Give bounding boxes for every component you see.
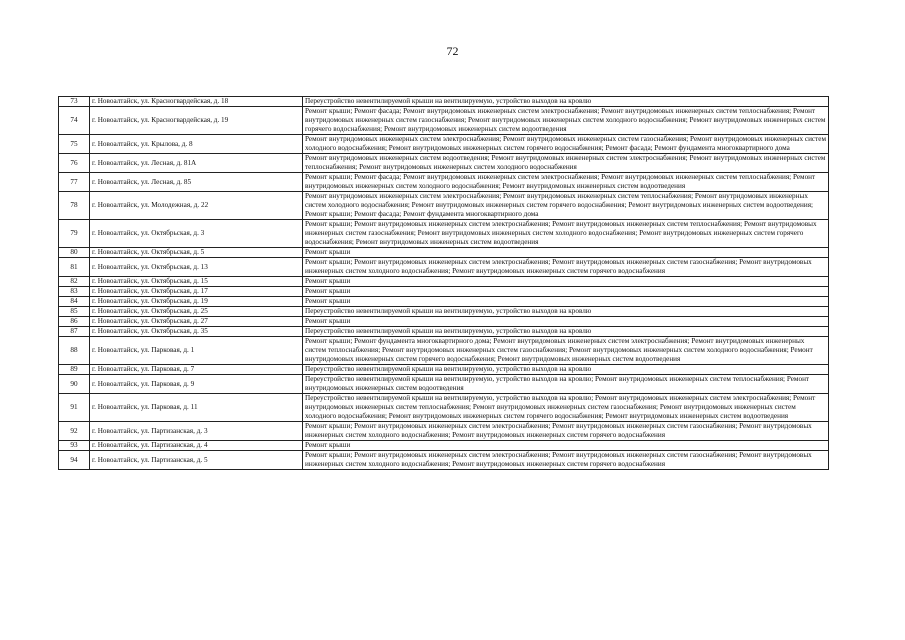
row-number: 83 [59,287,90,297]
table-row [59,248,829,258]
row-address: г. Новоалтайск, ул. Октябрьская, д. 5 [90,248,303,258]
row-works: Ремонт крыши [303,441,829,451]
row-works: Ремонт крыши; Ремонт внутридомовых инженерных систем электроснабжения; Ремонт внутридомовых инженерных систем газоснабжения; Ремонт внутридомовых инженерных систем холодного водоснабжения; Ремонт внутридомовых инженерных систем горячего водоснабжения [303,451,829,470]
row-address: г. Новоалтайск, ул. Красногвардейская, д. 18 [90,97,303,107]
row-number: 88 [59,337,90,365]
row-address: г. Новоалтайск, ул. Лесная, д. 85 [90,173,303,192]
row-number: 89 [59,365,90,375]
row-number: 94 [59,451,90,470]
row-works: Ремонт крыши; Ремонт внутридомовых инженерных систем электроснабжения; Ремонт внутридомовых инженерных систем теплоснабжения; Ремонт внутридомовых инженерных систем газоснабжения; Ремонт внутридомовых инженерных систем холодного водоснабжения; Ремонт внутридомовых инженерных систем горячего водоснабжения; Ремонт внутридомовых инженерных систем водоотведения [303,220,829,248]
row-works: Переустройство невентилируемой крыши на вентилируемую, устройство выходов на кровлю [303,307,829,317]
row-works: Ремонт крыши [303,297,829,307]
row-address: г. Новоалтайск, ул. Парковая, д. 11 [90,394,303,422]
row-number: 81 [59,258,90,277]
row-address: г. Новоалтайск, ул. Октябрьская, д. 27 [90,317,303,327]
row-works: Ремонт крыши; Ремонт внутридомовых инженерных систем электроснабжения; Ремонт внутридомовых инженерных систем газоснабжения; Ремонт внутридомовых инженерных систем холодного водоснабжения; Ремонт внутридомовых инженерных систем горячего водоснабжения [303,422,829,441]
row-address: г. Новоалтайск, ул. Лесная, д. 81А [90,154,303,173]
row-number: 85 [59,307,90,317]
table-row [59,173,829,192]
row-works: Переустройство невентилируемой крыши на вентилируемую, устройство выходов на кровлю; Ремонт внутридомовых инженерных систем электроснабжения; Ремонт внутридомовых инженерных систем теплоснабжения; Ремонт внутридомовых инженерных систем газоснабжения; Ремонт внутридомовых инженерных систем холодного водоснабжения; Ремонт внутридомовых инженерных систем горячего водоснабжения; Ремонт внутридомовых инженерных систем водоотведения [303,394,829,422]
row-number: 86 [59,317,90,327]
table-row [59,307,829,317]
repair-table-body [59,97,829,470]
row-works: Переустройство невентилируемой крыши на вентилируемую, устройство выходов на кровлю [303,365,829,375]
table-row [59,97,829,107]
row-number: 76 [59,154,90,173]
table-row [59,107,829,135]
row-number: 90 [59,375,90,394]
row-address: г. Новоалтайск, ул. Октябрьская, д. 15 [90,277,303,287]
row-number: 78 [59,192,90,220]
row-number: 84 [59,297,90,307]
table-row [59,337,829,365]
row-address: г. Новоалтайск, ул. Октябрьская, д. 35 [90,327,303,337]
row-number: 75 [59,135,90,154]
table-row [59,154,829,173]
row-works: Ремонт крыши; Ремонт фасада; Ремонт внутридомовых инженерных систем электроснабжения; Ремонт внутридомовых инженерных систем теплоснабжения; Ремонт внутридомовых инженерных систем газоснабжения; Ремонт внутридомовых инженерных систем холодного водоснабжения; Ремонт внутридомовых инженерных систем горячего водоснабжения; Ремонт внутридомовых инженерных систем водоотведения [303,107,829,135]
row-number: 74 [59,107,90,135]
table-row [59,277,829,287]
row-address: г. Новоалтайск, ул. Партизанская, д. 3 [90,422,303,441]
row-address: г. Новоалтайск, ул. Партизанская, д. 4 [90,441,303,451]
table-row [59,317,829,327]
row-address: г. Новоалтайск, ул. Парковая, д. 9 [90,375,303,394]
row-works: Ремонт крыши; Ремонт внутридомовых инженерных систем электроснабжения; Ремонт внутридомовых инженерных систем газоснабжения; Ремонт внутридомовых инженерных систем холодного водоснабжения; Ремонт внутридомовых инженерных систем горячего водоснабжения [303,258,829,277]
row-address: г. Новоалтайск, ул. Крылова, д. 8 [90,135,303,154]
table-row [59,422,829,441]
table-row [59,451,829,470]
row-address: г. Новоалтайск, ул. Партизанская, д. 5 [90,451,303,470]
row-number: 82 [59,277,90,287]
row-number: 79 [59,220,90,248]
table-row [59,192,829,220]
row-address: г. Новоалтайск, ул. Октябрьская, д. 17 [90,287,303,297]
row-works: Ремонт крыши [303,248,829,258]
row-works: Переустройство невентилируемой крыши на вентилируемую, устройство выходов на кровлю [303,97,829,107]
row-address: г. Новоалтайск, ул. Парковая, д. 1 [90,337,303,365]
table-row [59,394,829,422]
table-row [59,297,829,307]
row-address: г. Новоалтайск, ул. Октябрьская, д. 3 [90,220,303,248]
table-row [59,327,829,337]
table-row [59,135,829,154]
row-works: Ремонт крыши [303,317,829,327]
row-address: г. Новоалтайск, ул. Красногвардейская, д. 19 [90,107,303,135]
row-works: Ремонт внутридомовых инженерных систем электроснабжения; Ремонт внутридомовых инженерных систем газоснабжения; Ремонт внутридомовых инженерных систем холодного водоснабжения; Ремонт внутридомовых инженерных систем горячего водоснабжения; Ремонт фасада; Ремонт фундамента многоквартирного дома [303,135,829,154]
table-row [59,441,829,451]
row-works: Переустройство невентилируемой крыши на вентилируемую, устройство выходов на кровлю [303,327,829,337]
table-row [59,258,829,277]
row-works: Переустройство невентилируемой крыши на вентилируемую, устройство выходов на кровлю; Ремонт внутридомовых инженерных систем теплоснабжения; Ремонт внутридомовых инженерных систем водоотведения [303,375,829,394]
table-row [59,287,829,297]
page-number: 72 [446,44,459,58]
row-number: 93 [59,441,90,451]
row-number: 92 [59,422,90,441]
row-number: 87 [59,327,90,337]
row-works: Ремонт крыши [303,277,829,287]
row-number: 91 [59,394,90,422]
row-address: г. Новоалтайск, ул. Октябрьская, д. 25 [90,307,303,317]
table-row [59,365,829,375]
table-row [59,375,829,394]
row-address: г. Новоалтайск, ул. Октябрьская, д. 19 [90,297,303,307]
row-works: Ремонт внутридомовых инженерных систем электроснабжения; Ремонт внутридомовых инженерных систем теплоснабжения; Ремонт внутридомовых инженерных систем холодного водоснабжения; Ремонт внутридомовых инженерных систем горячего водоснабжения; Ремонт внутридомовых инженерных систем водоотведения; Ремонт крыши; Ремонт фасада; Ремонт фундамента многоквартирного дома [303,192,829,220]
row-works: Ремонт крыши [303,287,829,297]
row-works: Ремонт крыши; Ремонт фасада; Ремонт внутридомовых инженерных систем электроснабжения; Ремонт внутридомовых инженерных систем теплоснабжения; Ремонт внутридомовых инженерных систем холодного водоснабжения; Ремонт внутридомовых инженерных систем водоотведения [303,173,829,192]
repair-table [58,96,829,470]
row-number: 73 [59,97,90,107]
row-works: Ремонт внутридомовых инженерных систем водоотведения; Ремонт внутридомовых инженерных систем электроснабжения; Ремонт внутридомовых инженерных систем теплоснабжения; Ремонт внутридомовых инженерных систем холодного водоснабжения [303,154,829,173]
row-number: 80 [59,248,90,258]
row-address: г. Новоалтайск, ул. Молодежная, д. 22 [90,192,303,220]
row-works: Ремонт крыши; Ремонт фундамента многоквартирного дома; Ремонт внутридомовых инженерных систем электроснабжения; Ремонт внутридомовых инженерных систем теплоснабжения; Ремонт внутридомовых инженерных систем газоснабжения; Ремонт внутридомовых инженерных систем холодного водоснабжения; Ремонт внутридомовых инженерных систем горячего водоснабжения; Ремонт внутридомовых инженерных систем водоотведения [303,337,829,365]
row-address: г. Новоалтайск, ул. Парковая, д. 7 [90,365,303,375]
row-number: 77 [59,173,90,192]
table-row [59,220,829,248]
row-address: г. Новоалтайск, ул. Октябрьская, д. 13 [90,258,303,277]
